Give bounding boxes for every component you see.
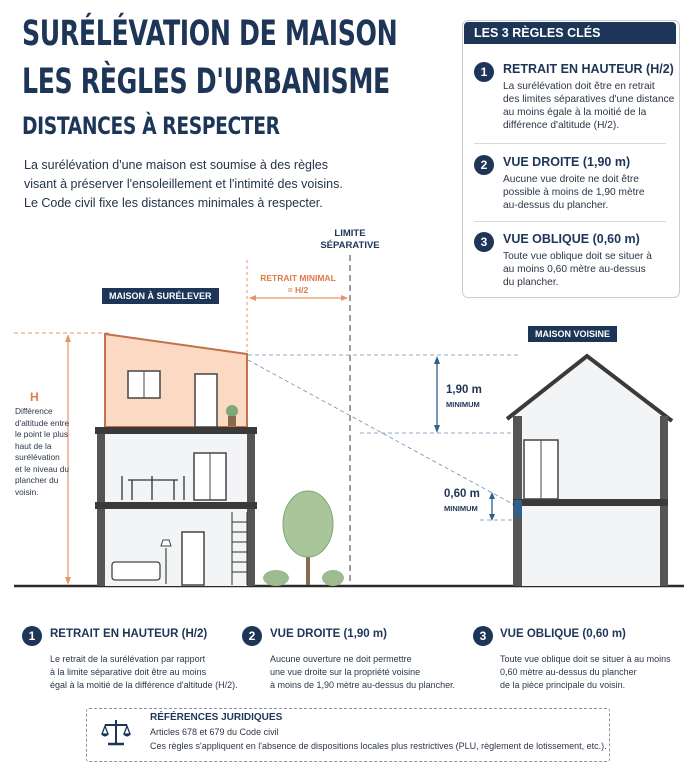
rule-line: La surélévation doit être en retrait <box>503 81 655 92</box>
vue-oblique-line <box>248 360 520 508</box>
arrow-head <box>489 492 495 499</box>
scales-of-justice-icon <box>100 716 132 748</box>
rule-title: RETRAIT EN HAUTEUR (H/2) <box>503 62 674 76</box>
desc-line: égal à la moitié de la différence d'altitude (H/2). <box>50 680 238 690</box>
page-title-line-1: SURÉLÉVATION DE MAISON <box>22 14 398 54</box>
neighbor-house <box>507 356 672 586</box>
desc-line: voisin. <box>15 486 39 497</box>
arrow-head <box>434 425 440 433</box>
rule-line: du plancher. <box>503 277 559 288</box>
sofa <box>112 562 160 580</box>
shrub <box>263 570 289 586</box>
bottom-rule-title: RETRAIT EN HAUTEUR (H/2) <box>50 628 208 640</box>
shrub <box>322 570 344 586</box>
references-note: Ces règles s'appliquent en l'absence de dispositions locales plus restrictives (PLU, règlement de lotissement, etc.). <box>150 741 607 751</box>
vue-oblique-value: 0,60 m <box>444 488 480 500</box>
intro-line: visant à préserver l'ensoleillement et l'intimité des voisins. <box>24 177 343 191</box>
rule-title: VUE OBLIQUE (0,60 m) <box>503 232 640 246</box>
rule-line: Aucune vue droite ne doit être <box>503 174 639 185</box>
vue-droite-value: 1,90 m <box>446 384 482 396</box>
retrait-minimal-label <box>250 272 346 296</box>
label-line: = H/2 <box>287 285 309 295</box>
references-articles: Articles 678 et 679 du Code civil <box>150 727 279 737</box>
label-line: LIMITE <box>334 228 366 239</box>
vue-droite-sub: MINIMUM <box>446 400 480 409</box>
floor-slab <box>95 427 257 434</box>
h-label: H <box>30 390 39 404</box>
desc-line: 0,60 mètre au-dessus du plancher <box>500 667 637 677</box>
rule-title: VUE DROITE (1,90 m) <box>503 155 631 169</box>
rule-number-badge: 1 <box>474 62 494 82</box>
bottom-rule-title: VUE DROITE (1,90 m) <box>270 628 387 640</box>
rule-line: au-dessus du plancher. <box>503 200 609 211</box>
rule-number-badge: 2 <box>474 155 494 175</box>
wall <box>97 434 105 502</box>
arrow-head <box>65 334 71 342</box>
desc-line: plancher du <box>15 475 59 485</box>
vue-oblique-sub: MINIMUM <box>444 504 478 513</box>
bottom-rule-title: VUE OBLIQUE (0,60 m) <box>500 628 626 640</box>
desc-line: Le retrait de la surélévation par rapport <box>50 654 206 664</box>
rules-panel-header: LES 3 RÈGLES CLÉS <box>464 22 676 44</box>
desc-line: Aucune ouverture ne doit permettre <box>270 654 412 664</box>
bottom-number-badge: 3 <box>473 626 493 646</box>
desc-line: une vue droite sur la propriété voisine <box>270 667 421 677</box>
page-subtitle: DISTANCES À RESPECTER <box>22 112 280 140</box>
door <box>195 374 217 427</box>
plant <box>226 405 238 417</box>
desc-line: haut de la <box>15 440 52 451</box>
tree <box>263 491 344 586</box>
wall <box>247 434 255 502</box>
rule-line: possible à moins de 1,90 mètre <box>503 187 645 198</box>
h-description <box>15 406 69 498</box>
intro-line: La surélévation d'une maison est soumise à des règles <box>24 158 328 172</box>
arrow-head <box>65 577 71 585</box>
rule-line: Toute vue oblique doit se situer à <box>503 251 652 262</box>
desc-line: à la limite séparative doit être au moins <box>50 667 207 677</box>
door <box>182 532 204 585</box>
floor-slab <box>513 499 668 506</box>
desc-line: Différence <box>15 406 53 416</box>
house-to-raise <box>95 334 257 586</box>
rule-line: au moins 0,60 mètre au-dessus <box>503 264 646 275</box>
arrow-head <box>434 356 440 364</box>
desc-line: à moins de 1,90 mètre au-dessus du plancher. <box>270 680 456 690</box>
bottom-rule-description <box>500 653 671 692</box>
references-title: RÉFÉRENCES JURIDIQUES <box>150 712 283 723</box>
bottom-rule-description <box>50 653 238 692</box>
house-to-raise-tag: MAISON À SURÉLEVER <box>102 288 219 304</box>
rule-line: au moins égale à la moitié de la <box>503 107 647 118</box>
desc-line: surélévation <box>15 452 60 462</box>
rule-number-badge: 3 <box>474 232 494 252</box>
page-title-line-2: LES RÈGLES D'URBANISME <box>22 62 390 102</box>
desc-line: de la pièce principale du voisin. <box>500 680 626 690</box>
desc-line: d'altitude entre <box>15 417 70 428</box>
desc-line: le point le plus <box>15 429 69 439</box>
bottom-number-badge: 2 <box>242 626 262 646</box>
intro-line: Le Code civil fixe les distances minimales à respecter. <box>24 196 323 210</box>
rule-line: des limites séparatives d'une distance <box>503 94 675 105</box>
desc-line: et le niveau du <box>15 463 69 474</box>
desc-line: Toute vue oblique doit se situer à au moins <box>500 654 671 664</box>
surelevation-volume <box>105 334 247 427</box>
label-line: RETRAIT MINIMAL <box>260 273 336 283</box>
bottom-rule-description <box>270 653 455 692</box>
bottom-number-badge: 1 <box>22 626 42 646</box>
floor-slab <box>95 502 257 509</box>
limite-separative-label <box>310 228 390 252</box>
rule-line: différence d'altitude (H/2). <box>503 120 620 131</box>
neighbor-house-tag: MAISON VOISINE <box>528 326 617 342</box>
neighbor-window-marker <box>514 500 522 518</box>
label-line: SÉPARATIVE <box>320 240 380 251</box>
